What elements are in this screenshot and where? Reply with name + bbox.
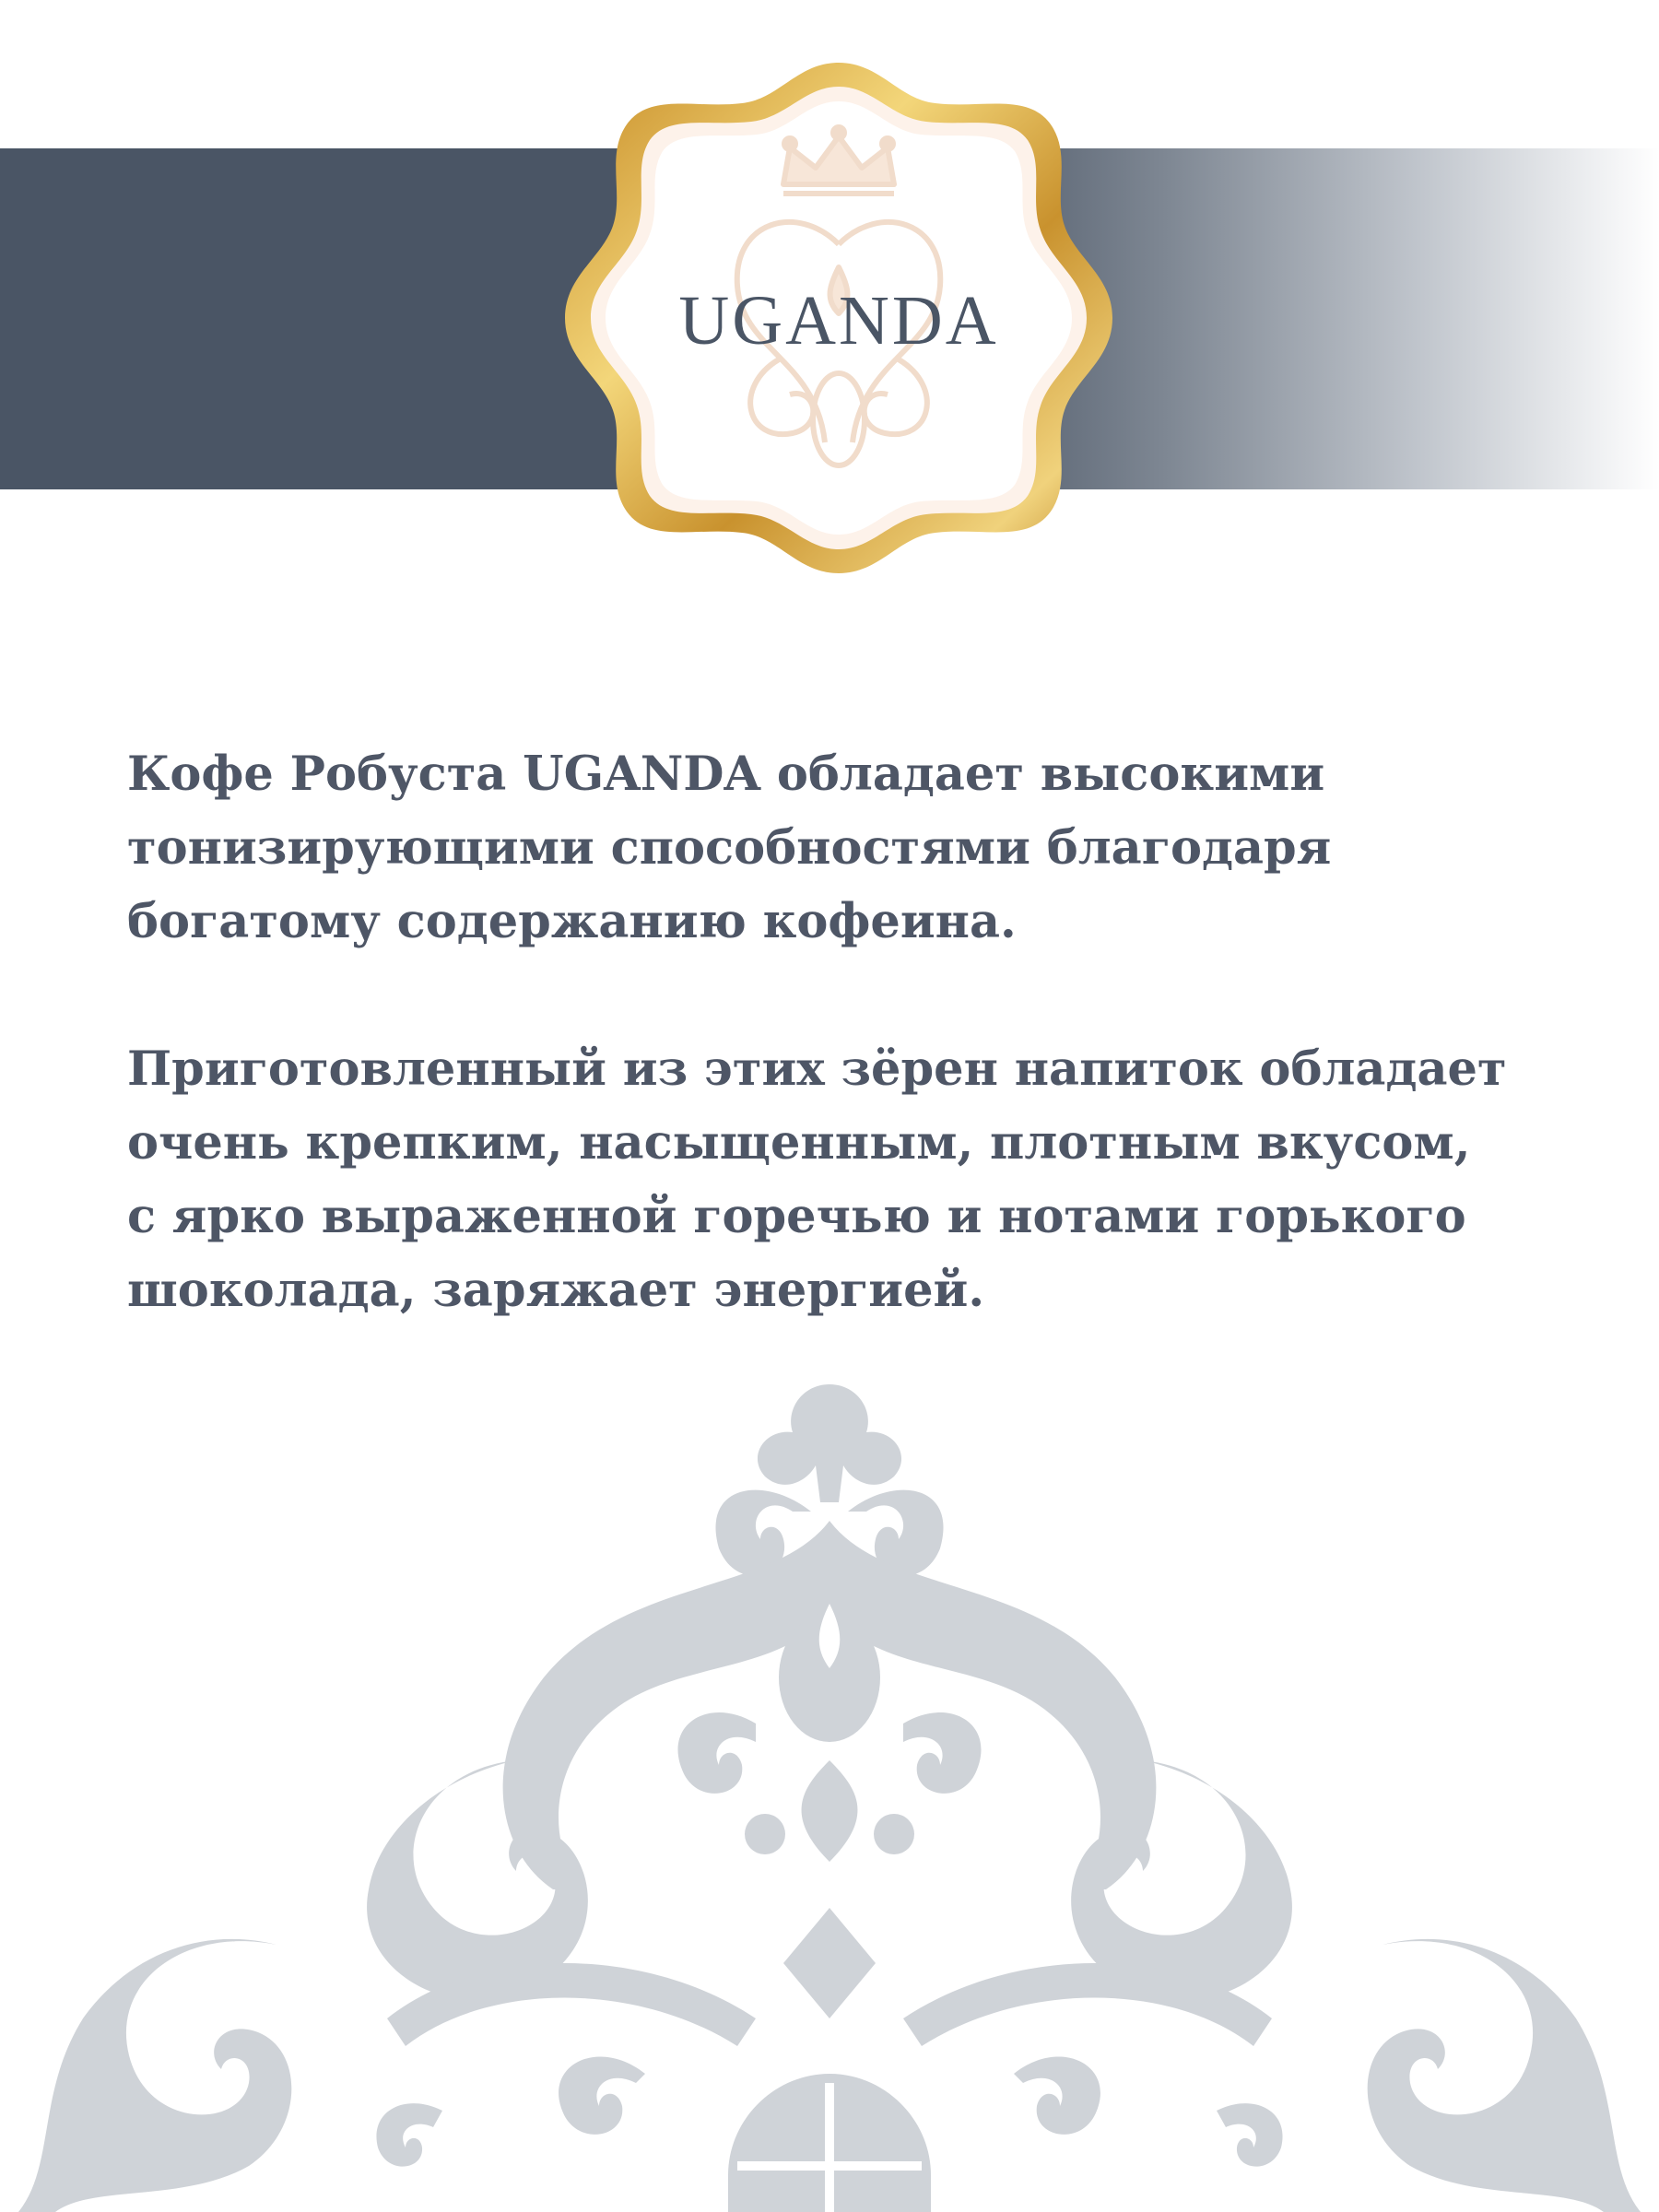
brand-title: UGANDA	[678, 282, 999, 359]
description-paragraph-2: Приготовленный из этих зёрен напиток обладает очень крепким, насыщенным, плотным вкусом, с ярко выраженной горечью и нотами горького шоколада, заряжает энергией.	[127, 1041, 1507, 1318]
lace-ornament-icon	[0, 1373, 1659, 2212]
description-paragraph-1: Кофе Робуста UGANDA обладает высокими тонизирующими способностями благодаря богатому содержанию кофеина.	[127, 747, 1332, 949]
lace-ornament	[0, 1373, 1659, 2212]
brand-badge	[548, 55, 1129, 581]
product-description	[127, 737, 1602, 1327]
